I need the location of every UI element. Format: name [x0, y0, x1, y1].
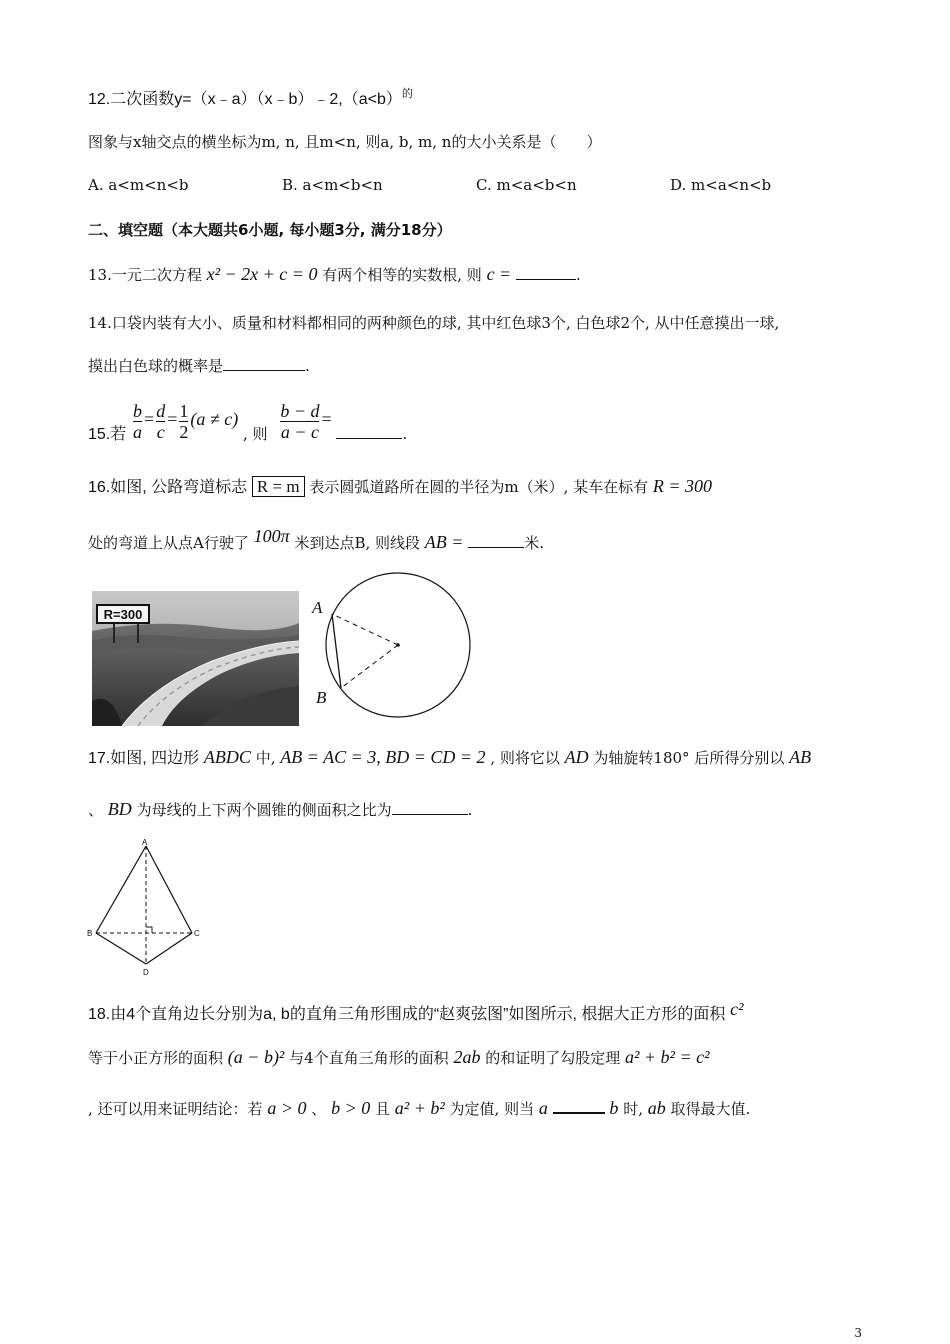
q12-option-a-label: A. a<m<n<b [88, 176, 189, 194]
q12-stem [88, 88, 413, 111]
q12-option-a[interactable] [88, 176, 189, 194]
kite-diagram [84, 836, 208, 978]
q18-answer-blank[interactable] [553, 1098, 605, 1114]
q16-ab: AB = [424, 532, 464, 552]
road-photo [92, 591, 299, 726]
q13-suffix: . [575, 266, 581, 284]
q15-middle: , 则 [242, 425, 268, 443]
q18-line3-c: 且 [375, 1100, 391, 1118]
q17-ab: AB [789, 747, 812, 767]
radius-oa [332, 614, 398, 645]
q17-line1 [88, 746, 811, 770]
road-photo-svg [92, 591, 299, 726]
q18-line2-c: 的和证明了勾股定理 [485, 1049, 621, 1067]
q15-f1-den: a [133, 421, 143, 442]
q16-answer-blank[interactable] [468, 533, 524, 548]
q17-line1-d: 为轴旋转180° 后所得分别以 [593, 749, 785, 767]
q16-middle: 表示圆弧道路所在圆的半径为m（米）, 某车在标有 [309, 478, 649, 496]
q18-line3-d: 为定值, 则当 [449, 1100, 535, 1118]
q14-line2 [88, 355, 310, 377]
kite-label-a: A [142, 838, 148, 847]
q18-line3-a: , 还可以用来证明结论：若 [88, 1100, 263, 1118]
q15-fraction-3 [179, 401, 188, 442]
q12-option-b[interactable] [282, 176, 383, 194]
q16-line1 [88, 475, 712, 499]
q17-line1-c: , 则将它以 [490, 749, 560, 767]
kite-label-d: D [143, 968, 149, 977]
q14-answer-blank[interactable] [223, 356, 305, 371]
q18-ab: ab [647, 1098, 666, 1118]
q13-equation: x² − 2x + c = 0 [206, 264, 318, 284]
q16-line2 [88, 525, 544, 554]
q16-prefix: 16.如图, 公路弯道标志 [88, 479, 248, 496]
q14-text2: 摸出白色球的概率是 [88, 357, 224, 375]
q14-suffix: . [305, 357, 310, 375]
q16-line2-a: 处的弯道上从点A行驶了 [88, 534, 249, 552]
q18-cond1: a > 0 [267, 1098, 307, 1118]
q18-line2-b: 与4个直角三角形的面积 [289, 1049, 449, 1067]
section-title: 二、填空题（本大题共6小题, 每小题3分, 满分18分） [88, 221, 452, 239]
q16-sign-box: R = m [252, 476, 305, 497]
q17-line1-a: 17.如图, 四边形 [88, 750, 200, 767]
q12-option-b-label: B. a<m<b<n [282, 176, 383, 194]
q15-f3-den: 2 [179, 421, 189, 442]
q15-f1-num: b [133, 400, 143, 421]
q17-line2-b: 为母线的上下两个圆锥的侧面积之比为 [136, 801, 392, 819]
q13 [88, 263, 581, 286]
q18-var-a: a [538, 1098, 548, 1118]
circle-diagram [308, 570, 478, 720]
q18-pythagoras: a² + b² = c² [625, 1047, 710, 1067]
q15-condition: (a ≠ c) [190, 409, 239, 429]
q18-line1-text: 18.由4个直角边长分别为a, b的直角三角形围成的“赵爽弦图”如图所示, 根据大正方形的面积 [88, 1006, 726, 1023]
q16-line2-b: 米到达点B, 则线段 [294, 534, 420, 552]
q18-c2: c² [730, 999, 744, 1019]
section-heading [88, 219, 452, 241]
edge-ab [96, 846, 146, 933]
q15-fraction-1 [133, 401, 142, 442]
q12-option-c[interactable] [476, 176, 577, 194]
q12-option-d[interactable] [670, 176, 771, 194]
q15-f2-den: c [156, 421, 165, 442]
q12-stem-2 [88, 131, 601, 153]
q17-line1-b: 中, [255, 749, 276, 767]
q18-area: 2ab [453, 1047, 481, 1067]
edge-bd [96, 933, 146, 964]
q15-fraction-4 [280, 401, 319, 442]
q17-line2-a: 、 [88, 801, 104, 819]
q12-option-c-label: C. m<a<b<n [476, 176, 577, 194]
q18-line3-f: 取得最大值. [670, 1100, 751, 1118]
q15-suffix: . [402, 425, 408, 443]
q15-answer-blank[interactable] [336, 424, 402, 439]
q15-f2-num: d [156, 400, 166, 421]
q13-var: c = [486, 264, 512, 284]
q15-f4-den: a − c [280, 421, 319, 442]
point-a-label: A [312, 598, 323, 617]
q18-cond2: b > 0 [331, 1098, 371, 1118]
q13-middle: 有两个相等的实数根, 则 [322, 266, 482, 284]
q15-f3-num: 1 [179, 400, 189, 421]
q12-option-d-label: D. m<a<n<b [670, 176, 772, 194]
q15: 15.若 $\frac{b}{a}$ = $\frac{d}{c}$ = $\frac{1}{2}$ (a ≠ c) , 则 $\frac{b - d}{a - c}$ = . [88, 400, 408, 443]
q18-line3 [88, 1097, 750, 1120]
q12-line2: 图象与x轴交点的横坐标为m, n, 且m<n, 则a, b, m, n的大小关系是（ ） [88, 133, 602, 151]
page-number: 3 [854, 1326, 862, 1340]
q13-prefix: 13.一元二次方程 [88, 266, 202, 284]
q15-equals: = [321, 409, 332, 429]
radius-ob [341, 645, 398, 688]
q18-line2-a: 等于小正方形的面积 [88, 1049, 224, 1067]
q18-line3-e: 时, [623, 1100, 643, 1118]
q14-text1: 14.口袋内装有大小、质量和材料都相同的两种颜色的球, 其中红色球3个, 白色球2个, 从中任意摸出一球, [88, 314, 780, 332]
q17-quad: ABDC [203, 747, 251, 767]
q15-fraction-2 [156, 401, 165, 442]
q15-prefix: 15.若 [88, 426, 127, 443]
q18-line2 [88, 1046, 710, 1069]
right-angle-mark [146, 927, 152, 933]
q18-var-b: b [609, 1098, 619, 1118]
kite-label-c: C [194, 929, 200, 938]
q18-sum: a² + b² [394, 1098, 445, 1118]
road-sign-text: R=300 [103, 607, 143, 622]
q18-line3-b: 、 [311, 1100, 327, 1118]
point-b-label: B [316, 688, 327, 707]
edge-ac [146, 846, 192, 933]
q17-suffix: . [467, 801, 473, 819]
q17-given: AB = AC = 3, BD = CD = 2 [280, 747, 486, 767]
edge-cd [146, 933, 192, 964]
q16-distance: 100π [253, 526, 290, 546]
kite-label-b: B [87, 929, 93, 938]
q17-axis: AD [564, 747, 589, 767]
q17-bd: BD [107, 799, 132, 819]
q17-answer-blank[interactable] [392, 800, 468, 815]
q12-line1: 12.二次函数y=（x﹣a）（x﹣b）﹣2,（a<b） [88, 91, 402, 108]
q15-f4-num: b − d [280, 400, 320, 421]
q18-line1 [88, 998, 744, 1026]
q18-square: (a − b)² [227, 1047, 285, 1067]
center-point [396, 643, 400, 647]
q16-line2-c: 米. [524, 534, 544, 552]
q14-line1 [88, 312, 779, 334]
q17-line2 [88, 798, 472, 821]
q12-line1-tail: 的 [401, 87, 413, 100]
q16-radius-value: R = 300 [652, 476, 713, 496]
q13-answer-blank[interactable] [516, 265, 576, 280]
